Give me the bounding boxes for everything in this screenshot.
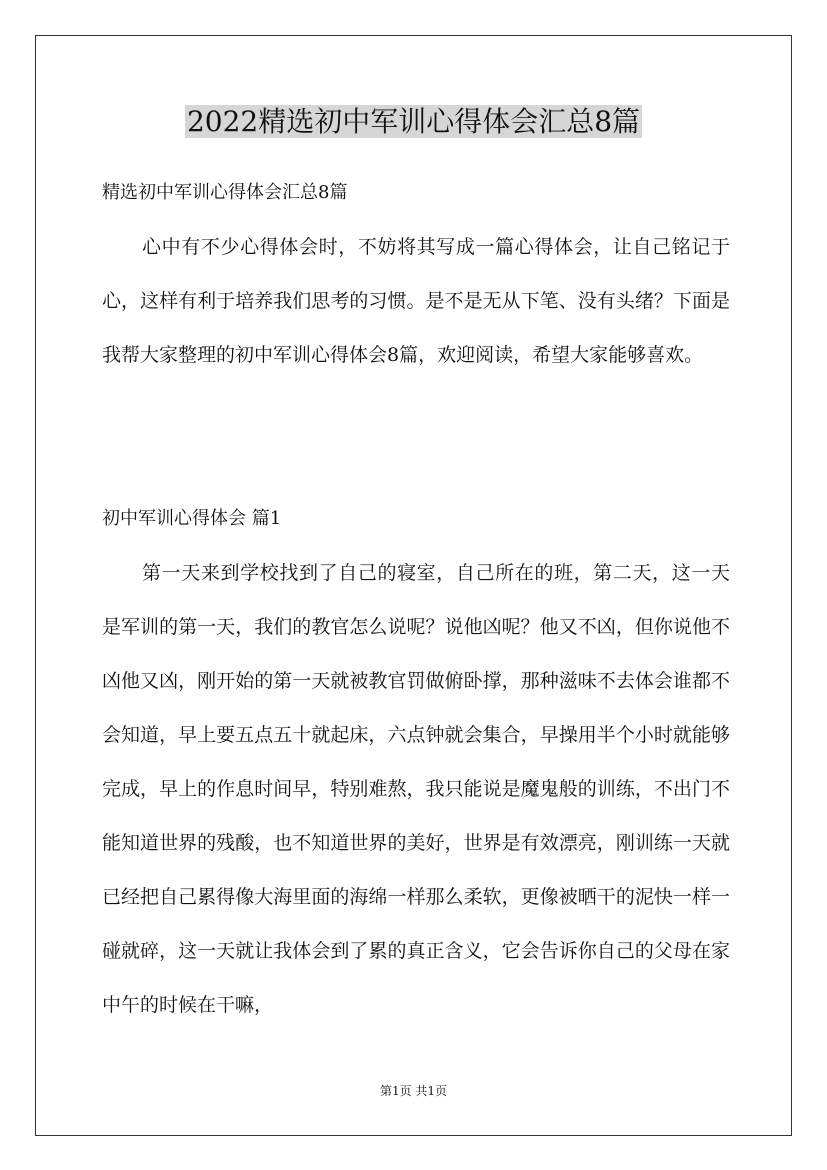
body-paragraph: 第一天来到学校找到了自己的寝室，自己所在的班，第二天，这一天是军训的第一天，我们的教官怎么说呢？说他凶呢？他又不凶，但你说他不凶他又凶，刚开始的第一天就被教官罚做俯卧撑，那种滋味不去体会谁都不会知道，早上要五点五十就起床，六点钟就会集合，早操用半个小时就能够完成，早上的作息时间早，特别难熬，我只能说是魔鬼般的训练，不出门不能知道世界的残酸，也不知道世界的美好，世界是有效漂亮，刚训练一天就已经把自己累得像大海里面的海绵一样那么柔软，更像被晒干的泥快一样一碰就碎，这一天就让我体会到了累的真正含义，它会告诉你自己的父母在家中午的时候在干嘛， [102, 562, 730, 1016]
document-title [0, 100, 827, 144]
intro-paragraph: 心中有不少心得体会时，不妨将其写成一篇心得体会，让自己铭记于心，这样有利于培养我们思考的习惯。是不是无从下笔、没有头绪？下面是我帮大家整理的初中军训心得体会8篇，欢迎阅读，希望大家能够喜欢。 [102, 236, 730, 366]
document-title-text: 2022精选初中军训心得体会汇总8篇 [186, 105, 641, 138]
section-heading: 初中军训心得体会 篇1 [102, 508, 282, 529]
page-footer: 第1页 共1页 [379, 1084, 448, 1098]
document-subtitle: 精选初中军训心得体会汇总8篇 [102, 182, 348, 203]
